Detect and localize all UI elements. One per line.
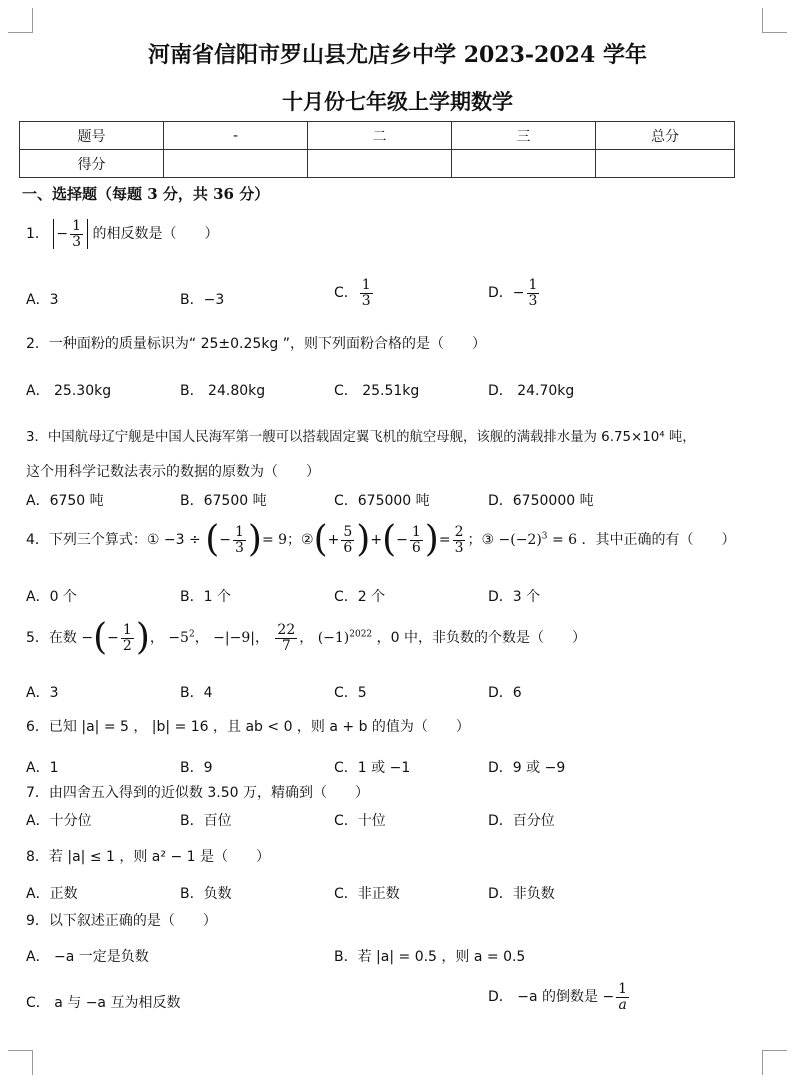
option-a[interactable]: A．3: [26, 685, 59, 701]
question-1: [26, 219, 218, 249]
option-c[interactable]: C．十位: [334, 813, 386, 829]
question-8: 8．若 |a| ≤ 1 ，则 a² − 1 是（ ）: [26, 849, 270, 865]
option-d[interactable]: D．− $\frac{1}{3}$: [488, 277, 538, 309]
option-b[interactable]: B．4: [180, 685, 213, 701]
option-d[interactable]: D．6: [488, 685, 522, 701]
score-input-cell[interactable]: [452, 150, 596, 178]
table-cell: 三: [452, 122, 596, 150]
option-c[interactable]: C．非正数: [334, 886, 400, 902]
option-b[interactable]: B．若 |a| = 0.5 ，则 a = 0.5: [334, 949, 526, 965]
page-title: 河南省信阳市罗山县尤店乡中学 2023-2024 学年: [148, 42, 647, 68]
question-number: 1．: [26, 226, 49, 243]
math-expression: (− $\frac{1}{3}$ )= 9；②(+ $\frac{5}{6}$ )+(− $\frac{1}{6}$ )= $\frac{2}{3}$ ；③ $-(-2)^3 = 6$: [205, 519, 578, 560]
crop-mark: [762, 8, 787, 33]
question-7: 7．由四舍五入得到的近似数 3.50 万，精确到（ ）: [26, 785, 369, 801]
section-heading: 一、选择题（每题 3 分，共 36 分）: [22, 185, 270, 203]
option-d[interactable]: D．百分位: [488, 813, 555, 829]
option-a[interactable]: A．十分位: [26, 813, 92, 829]
option-a[interactable]: A．6750 吨: [26, 493, 104, 509]
option-b[interactable]: B．1 个: [180, 589, 231, 605]
question-text: 4．下列三个算式：① −3 ÷: [26, 532, 201, 548]
table-cell: 题号: [20, 122, 164, 150]
table-row: [20, 122, 735, 150]
option-d[interactable]: D． −a 的倒数是 − $\frac{1}{a}$: [488, 981, 628, 1013]
crop-mark: [8, 1050, 33, 1075]
table-row: [20, 150, 735, 178]
question-6: 6．已知 |a| = 5 ， |b| = 16 ，且 ab < 0 ，则 a + b 的值为（ ）: [26, 719, 470, 735]
option-a[interactable]: A．3: [26, 292, 59, 308]
option-a[interactable]: A． −a 一定是负数: [26, 949, 149, 965]
page-subtitle: 十月份七年级上学期数学: [282, 89, 513, 114]
question-4: [26, 519, 736, 560]
option-c[interactable]: C．675000 吨: [334, 493, 430, 509]
question-text: ，0 中，非负数的个数是（ ）: [376, 630, 586, 646]
option-b[interactable]: B．9: [180, 760, 213, 776]
question-3-continued: 这个用科学记数法表示的数据的原数为（ ）: [26, 464, 320, 480]
option-a[interactable]: A．正数: [26, 886, 78, 902]
math-expression: −(− $\frac{1}{2}$ )， $-5^2$， −|−9|， $\frac{22}{7}$ ， $(-1)^{2022}$: [81, 617, 373, 658]
option-c[interactable]: C．1 或 −1: [334, 760, 411, 776]
table-cell: 二: [308, 122, 452, 150]
option-a[interactable]: A．0 个: [26, 589, 77, 605]
option-d[interactable]: D．非负数: [488, 886, 555, 902]
math-expression: − $\frac{1}{3}$: [53, 219, 88, 249]
option-c[interactable]: C． a 与 −a 互为相反数: [26, 995, 181, 1011]
table-cell: 总分: [596, 122, 735, 150]
question-text: 5．在数: [26, 630, 77, 646]
option-b[interactable]: B．−3: [180, 292, 225, 308]
option-c[interactable]: C．2 个: [334, 589, 386, 605]
option-d[interactable]: D．9 或 −9: [488, 760, 566, 776]
question-2: 2．一种面粉的质量标识为“ 25±0.25kg ”，则下列面粉合格的是（ ）: [26, 336, 487, 352]
crop-mark: [762, 1050, 787, 1075]
option-d[interactable]: D．6750000 吨: [488, 493, 594, 509]
crop-mark: [8, 8, 33, 33]
question-9: 9．以下叙述正确的是（ ）: [26, 913, 217, 929]
option-d[interactable]: D．3 个: [488, 589, 541, 605]
option-c[interactable]: C． $\frac{1}{3}$: [334, 277, 371, 309]
option-b[interactable]: B． 24.80kg: [180, 383, 266, 399]
option-c[interactable]: C． 25.51kg: [334, 383, 420, 399]
option-b[interactable]: B．负数: [180, 886, 232, 902]
option-b[interactable]: B．67500 吨: [180, 493, 267, 509]
table-cell: 得分: [20, 150, 164, 178]
option-b[interactable]: B．百位: [180, 813, 232, 829]
table-cell: -: [164, 122, 308, 150]
score-table: [19, 121, 735, 178]
question-text: 的相反数是（ ）: [92, 226, 219, 243]
score-input-cell[interactable]: [308, 150, 452, 178]
score-input-cell[interactable]: [596, 150, 735, 178]
question-3: 3．中国航母辽宁舰是中国人民海军第一艘可以搭载固定翼飞机的航空母舰，该舰的满载排水量为 6.75×10⁴ 吨，: [26, 430, 696, 445]
option-c[interactable]: C．5: [334, 685, 367, 701]
score-input-cell[interactable]: [164, 150, 308, 178]
option-d[interactable]: D． 24.70kg: [488, 383, 575, 399]
question-text: ．其中正确的有（ ）: [581, 532, 736, 548]
question-5: [26, 617, 586, 658]
option-a[interactable]: A．1: [26, 760, 59, 776]
option-a[interactable]: A． 25.30kg: [26, 383, 112, 399]
